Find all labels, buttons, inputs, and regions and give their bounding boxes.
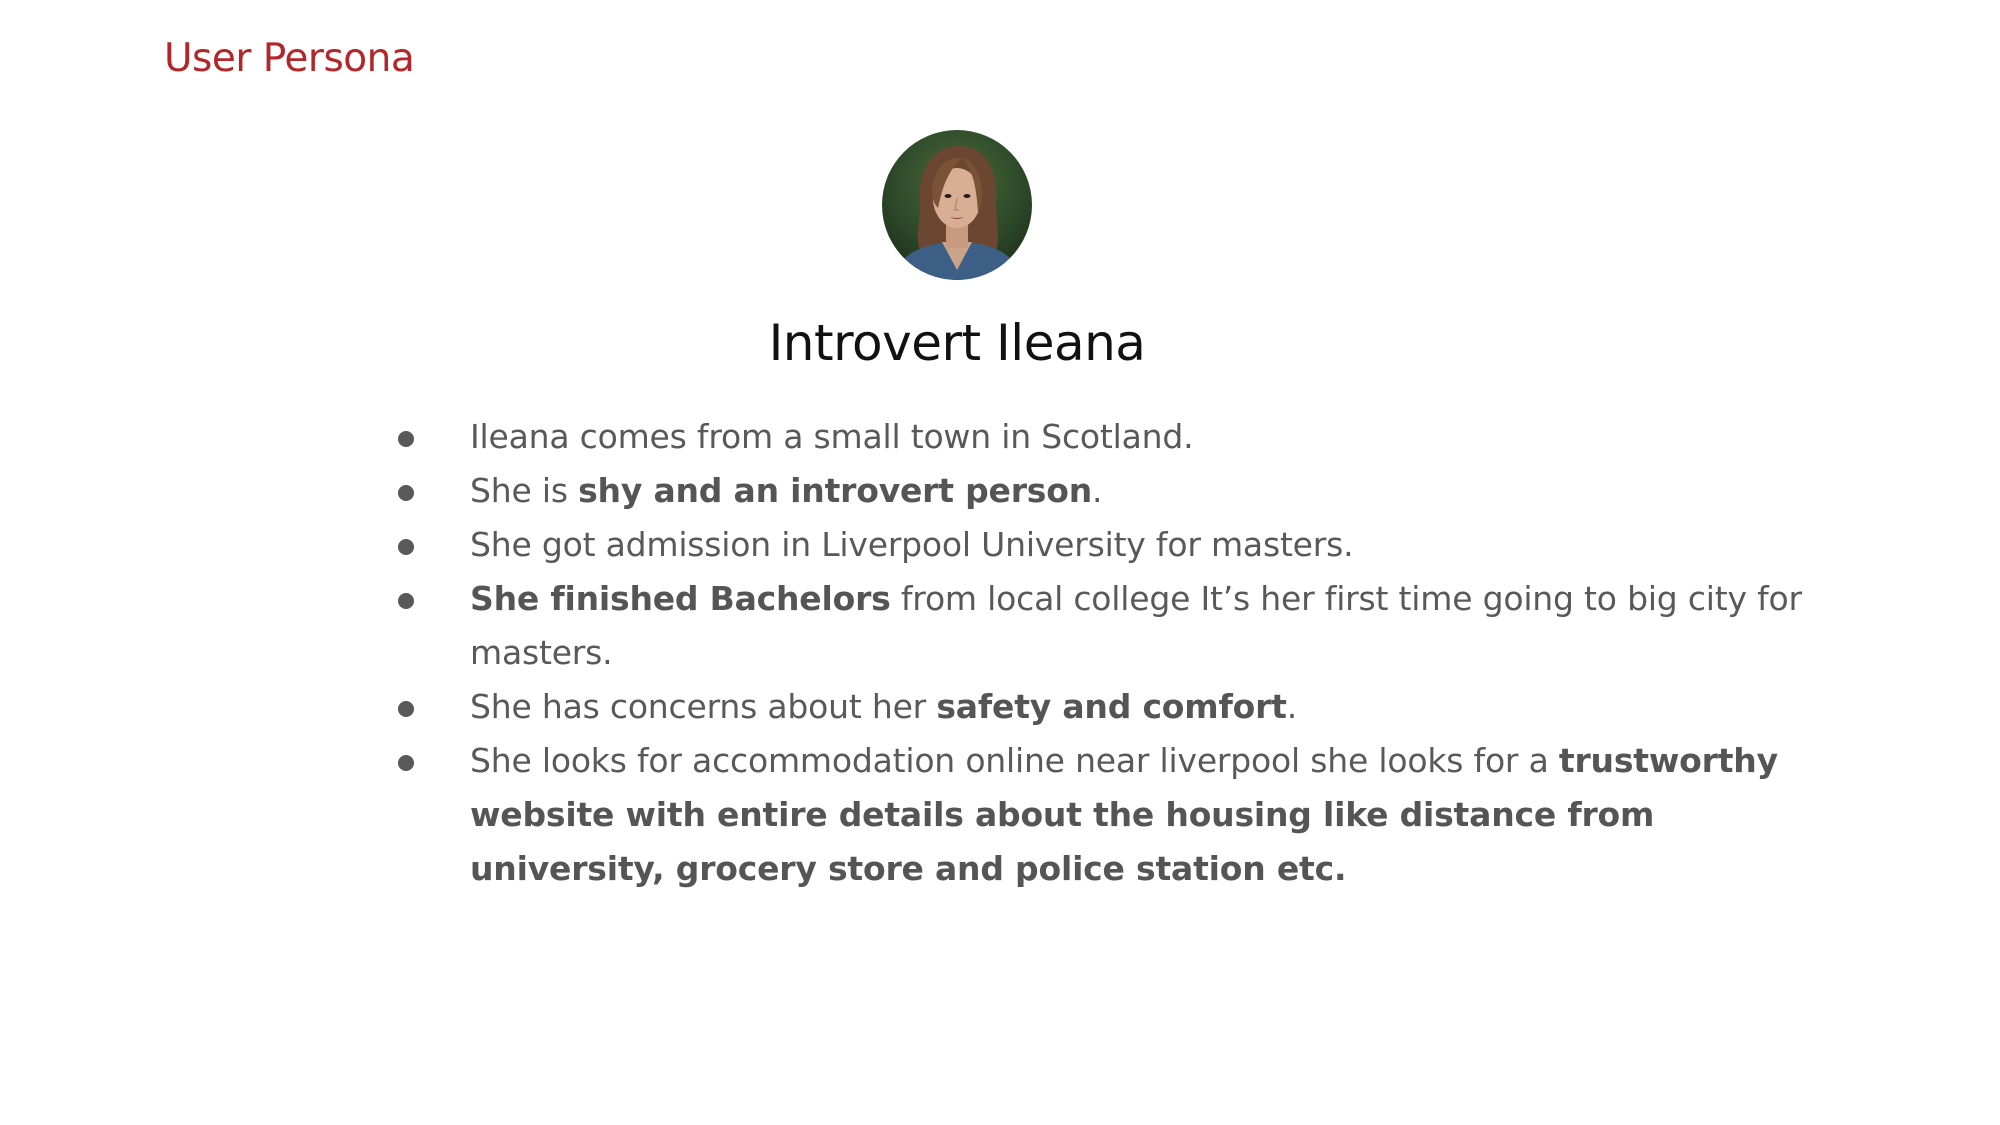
- bullet-text: She is: [470, 471, 579, 510]
- bullet-text: from local college It’s her first time going to big city for masters.: [470, 579, 1802, 672]
- bullet-text: .: [1286, 687, 1298, 726]
- bullet-text: She has concerns about her: [470, 687, 937, 726]
- section-title: User Persona: [164, 36, 415, 81]
- bullet-dot-icon: [398, 539, 414, 555]
- list-item: [392, 680, 1832, 734]
- persona-photo: [882, 130, 1032, 280]
- bullet-dot-icon: [398, 485, 414, 501]
- bullet-dot-icon: [398, 755, 414, 771]
- persona-name: Introvert Ileana: [768, 314, 1146, 372]
- list-item: [392, 410, 1832, 464]
- bullet-text: She looks for accommodation online near liverpool she looks for a: [470, 741, 1559, 780]
- bullet-dot-icon: [398, 593, 414, 609]
- bullet-text: She got admission in Liverpool University for masters.: [470, 525, 1354, 564]
- bullet-text: Ileana comes from a small town in Scotland.: [470, 417, 1194, 456]
- list-item: [392, 572, 1832, 680]
- bullet-dot-icon: [398, 431, 414, 447]
- list-item: [392, 734, 1832, 896]
- bullet-dot-icon: [398, 701, 414, 717]
- emphasis-text: safety and comfort: [936, 687, 1287, 726]
- bullet-text: .: [1092, 471, 1103, 510]
- persona-traits-list: [392, 410, 1832, 896]
- avatar: [882, 130, 1032, 280]
- emphasis-text: shy and an introvert person: [578, 471, 1093, 510]
- list-item: [392, 464, 1832, 518]
- list-item: [392, 518, 1832, 572]
- emphasis-text: She finished Bachelors: [470, 579, 891, 618]
- emphasis-text: trustworthy website with entire details about the housing like distance from university, grocery store and police station etc.: [470, 741, 1778, 888]
